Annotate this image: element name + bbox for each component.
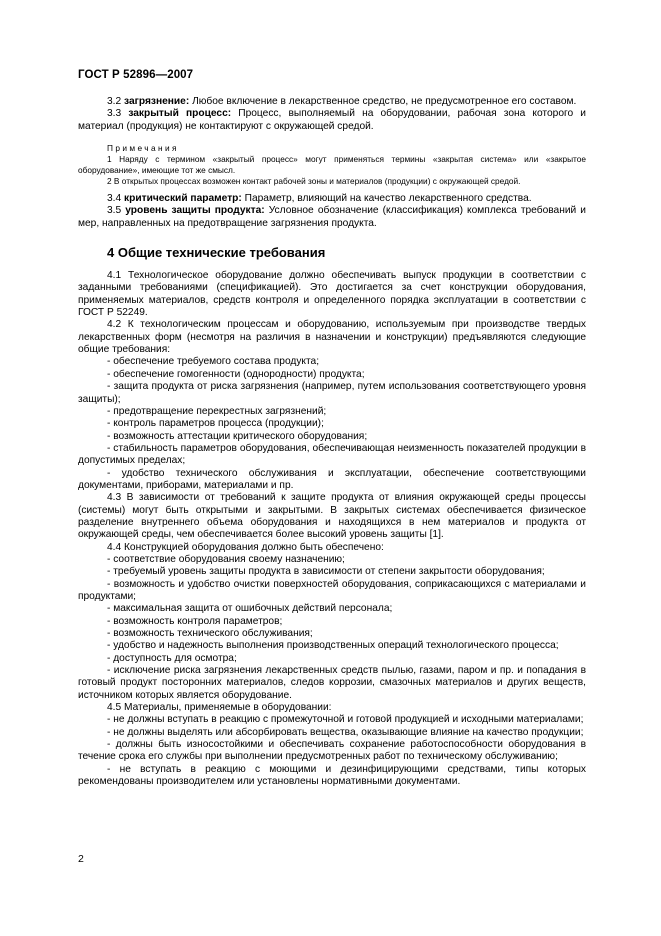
paragraph-4-3: 4.3 В зависимости от требований к защите продукта от влияния окружающей среды процессы (системы) могут быть открытыми и закрытыми. В закрытых системах обеспечивается физическое разделение внутреннего объема оборудования и находящихся в нем материалов и продукта от окружающей среды, чем обеспечивается более высокий уровень защиты [1]. bbox=[78, 492, 586, 541]
list-item: - возможность технического обслуживания; bbox=[107, 628, 313, 640]
list-item: - возможность контроля параметров; bbox=[107, 615, 283, 627]
paragraph-4-4: 4.4 Конструкцией оборудования должно быть обеспечено: bbox=[107, 541, 384, 553]
list-item: - требуемый уровень защиты продукта в зависимости от степени закрытости оборудования; bbox=[107, 566, 545, 578]
notes-title: Примечания bbox=[107, 143, 179, 154]
term-3-5: 3.5 уровень защиты продукта: Условное обозначение (классификация) комплекса требований и мер, направленных на предотвращение загрязнения продукта. bbox=[78, 205, 586, 229]
list-item: - предотвращение перекрестных загрязнений; bbox=[107, 405, 327, 417]
list-item: - контроль параметров процесса (продукции); bbox=[107, 418, 324, 430]
list-item: - не вступать в реакцию с моющими и дезинфицирующими средствами, типы которых рекомендованы производителем или установлены нормативными документами. bbox=[78, 763, 586, 788]
list-item: - исключение риска загрязнения лекарственных средств пылью, газами, паром и пр. и попадания в готовый продукт посторонних материалов, следов коррозии, смазочных материалов и других веществ, источником которых является оборудование. bbox=[78, 665, 586, 701]
list-item: - удобство технического обслуживания и эксплуатации, обеспечение соответствующими документами, приборами, материалами и пр. bbox=[78, 467, 586, 491]
paragraph-4-1: 4.1 Технологическое оборудование должно обеспечивать выпуск продукции в соответствии с заданными требованиями (спецификацией). Это достигается за счет конструкции оборудования, применяемых материалов, средств контроля и определенного порядка эксплуатации в соответствии с ГОСТ Р 52249. bbox=[78, 270, 586, 319]
list-item: - стабильность параметров оборудования, обеспечивающая неизменность показателей продукции в допустимых пределах; bbox=[78, 442, 586, 467]
list-item: - удобство и надежность выполнения производственных операций технологического процесса; bbox=[107, 640, 559, 652]
list-item: - обеспечение гомогенности (однородности) продукта; bbox=[107, 368, 365, 380]
list-item: - доступность для осмотра; bbox=[107, 652, 237, 664]
list-item: - защита продукта от риска загрязнения (например, путем использования соответствующего уровня защиты); bbox=[78, 381, 586, 405]
term-3-3: 3.3 закрытый процесс: Процесс, выполняемый на оборудовании, рабочая зона которого и материал (продукция) не контактируют с окружающей средой. bbox=[78, 108, 586, 132]
page-number: 2 bbox=[78, 853, 84, 865]
term-3-4: 3.4 критический параметр: Параметр, влияющий на качество лекарственного средства. bbox=[107, 193, 532, 205]
paragraph-4-5: 4.5 Материалы, применяемые в оборудовании: bbox=[107, 702, 332, 714]
document-body bbox=[78, 96, 586, 789]
list-item: - максимальная защита от ошибочных действий персонала; bbox=[107, 603, 393, 615]
paragraph-4-2: 4.2 К технологическим процессам и оборудованию, используемым при производстве твердых лекарственных форм (несмотря на различия в назначении и конструкции) предъявляются следующие общие требования: bbox=[78, 319, 586, 356]
document-header: ГОСТ Р 52896—2007 bbox=[78, 69, 194, 81]
list-item: - обеспечение требуемого состава продукта; bbox=[107, 356, 320, 368]
term-3-2: 3.2 загрязнение: Любое включение в лекарственное средство, не предусмотренное его составом. bbox=[107, 96, 577, 107]
list-item: - должны быть износостойкими и обеспечивать сохранение работоспособности оборудования в течение срока его службы при выполнении предусмотренных работ по техническому обслуживанию; bbox=[78, 739, 586, 763]
note-item: 2 В открытых процессах возможен контакт рабочей зоны и материалов (продукции) с окружающей средой. bbox=[107, 176, 521, 187]
list-item: - возможность аттестации критического оборудования; bbox=[107, 430, 368, 442]
list-item: - соответствие оборудования своему назначению; bbox=[107, 553, 345, 565]
list-item: - не должны вступать в реакцию с промежуточной и готовой продукцией и исходными материалами; bbox=[107, 714, 584, 726]
note-item: 1 Наряду с термином «закрытый процесс» могут применяться термины «закрытая система» или «закрытое оборудование», имеющие тот же смысл. bbox=[78, 154, 586, 176]
section-title: 4 Общие технические требования bbox=[107, 245, 326, 261]
list-item: - не должны выделять или абсорбировать вещества, оказывающие влияние на качество продукции; bbox=[107, 726, 584, 738]
list-item: - возможность и удобство очистки поверхностей оборудования, соприкасающихся с материалами и продуктами; bbox=[78, 578, 586, 602]
